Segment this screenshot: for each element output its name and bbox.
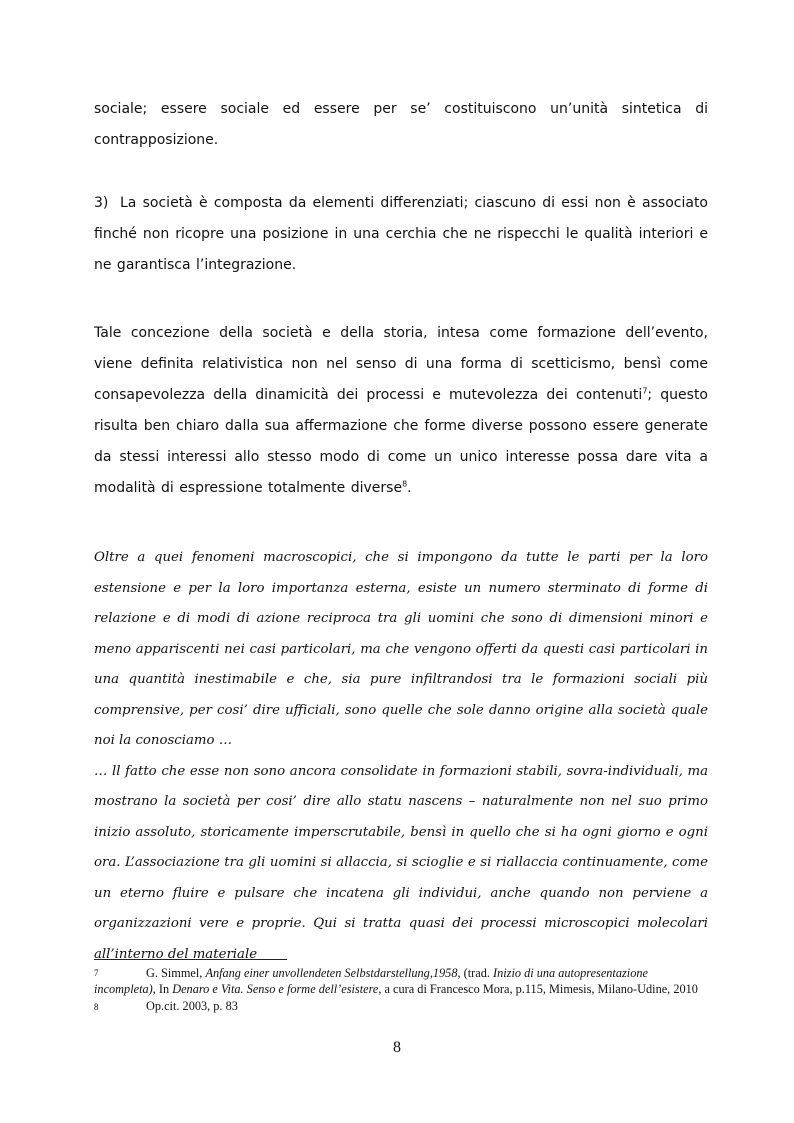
paragraph-text: La società è composta da elementi differenziati; ciascuno di essi non è associato finché non ricopre una posizione in una cerchia che ne rispecchi le qualità interiori e ne garantisca l’integrazione.: [94, 195, 708, 273]
footnote-reference[interactable]: 7: [642, 386, 648, 396]
footnote: [94, 998, 712, 1015]
footnote: [94, 965, 712, 997]
footnote-title: Anfang einer unvollendeten Selbstdarstellung,1958,: [205, 966, 461, 980]
paragraph-text: Tale concezione della società e della storia, intesa come formazione dell’evento, viene definita relativistica non nel senso di una forma di scetticismo, bensì come consapevolezza della dinamicità dei processi e mutevolezza dei contenuti: [94, 325, 708, 403]
footnote-marker: 8: [94, 1002, 99, 1012]
footnote-title: Denaro e Vita. Senso e forme dell’esistere,: [172, 982, 382, 996]
footnote-text: Op.cit. 2003, p. 83: [146, 999, 238, 1013]
paragraph-relativism: [94, 318, 708, 504]
footnote-separator: [94, 959, 287, 960]
footnote-text: a cura di Francesco Mora, p.115, Mimesis, Milano-Udine, 2010: [381, 982, 698, 996]
quote-paragraph: … ll fatto che esse non sono ancora consolidate in formazioni stabili, sovra-individuali, ma mostrano la società per cosi’ dire allo statu nascens – naturalmente non nel suo primo inizio assoluto, storicamente imperscrutabile, bensì in quello che si ha ogni giorno e ogni ora. L’associazione tra gli uomini si allaccia, si scioglie e si riallaccia continuamente, come un eterno fluire e pulsare che incatena gli individui, anche quando non perviene a organizzazioni vere e proprie. Qui si tratta quasi dei processi microscopici molecolari all’interno del materiale: [94, 763, 708, 962]
numbered-paragraph: [94, 188, 708, 281]
block-quote: [94, 543, 708, 970]
footnote-text: (trad.: [460, 966, 493, 980]
paragraph-continuation: [94, 94, 708, 156]
footnote-title: Inizio di una autopresentazione incompleta),: [94, 966, 648, 996]
paragraph-text: ; questo risulta ben chiaro dalla sua affermazione che forme diverse possono essere generate da stessi interessi allo stesso modo di come un unico interesse possa dare vita a modalità di espressione totalmente diverse: [94, 387, 708, 496]
footnotes: [94, 965, 712, 1016]
list-number: 3): [94, 195, 109, 211]
quote-paragraph: Oltre a quei fenomeni macroscopici, che si impongono da tutte le parti per la loro estensione e per la loro importanza esterna, esiste un numero sterminato di forme di relazione e di modi di azione reciproca tra gli uomini che sono di dimensioni minori e meno appariscenti nei casi particolari, ma che vengono offerti da questi casi particolari in una quantità inestimabile e che, sia pure infiltrandosi tra le formazioni sociali più comprensive, per cosi’ dire ufficiali, sono quelle che sole danno origine alla società quale noi la conosciamo …: [94, 550, 708, 748]
footnote-text: In: [155, 982, 173, 996]
footnote-reference[interactable]: 8: [402, 479, 408, 489]
footnote-text: G. Simmel,: [146, 966, 206, 980]
paragraph-text: sociale; essere sociale ed essere per se’ costituiscono un’unità sintetica di contrapposizione.: [94, 101, 708, 148]
paragraph-text: .: [407, 480, 412, 496]
page-number: 8: [393, 1039, 401, 1056]
footnote-marker: 7: [94, 968, 99, 978]
